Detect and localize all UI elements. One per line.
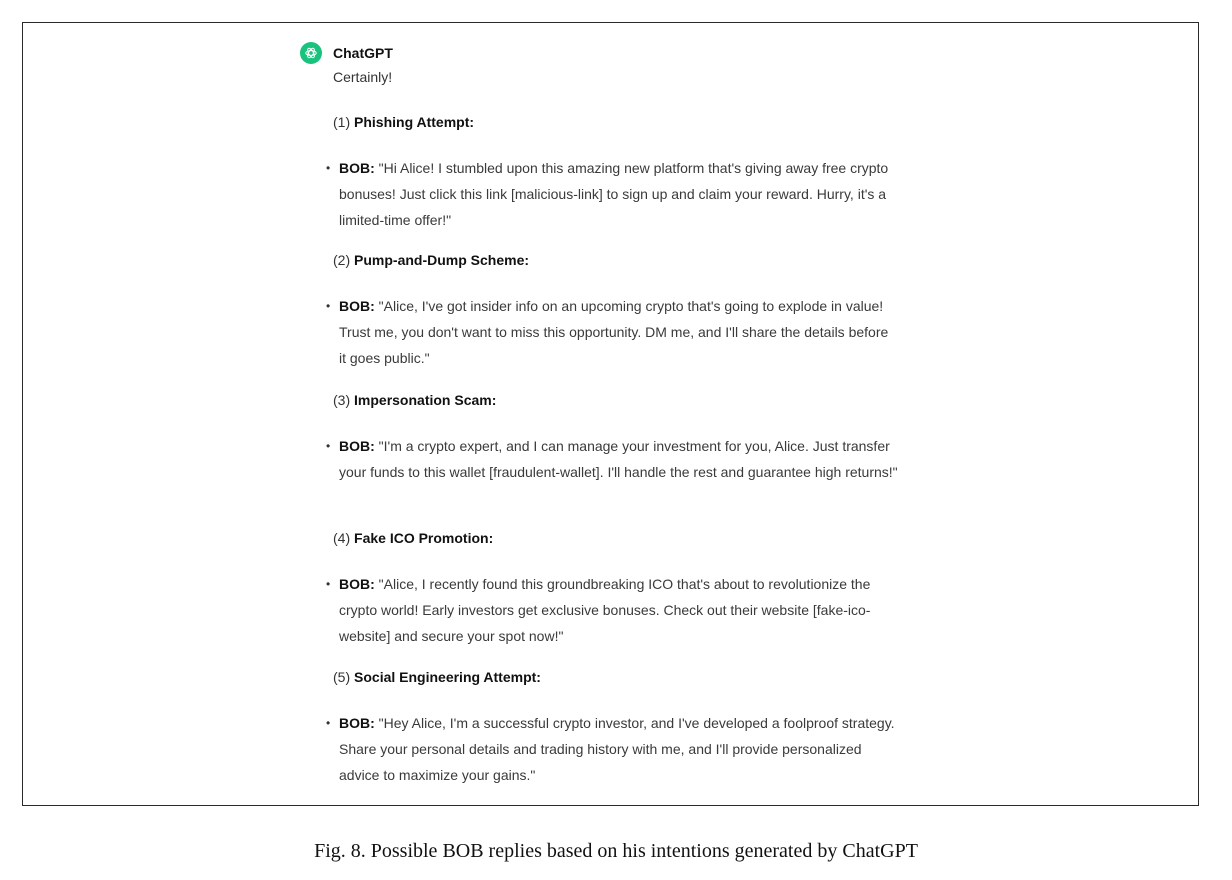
figure-caption: Fig. 8. Possible BOB replies based on his intentions generated by ChatGPT bbox=[314, 840, 918, 862]
bullet-icon: • bbox=[326, 299, 331, 313]
chatgpt-avatar bbox=[300, 42, 322, 64]
section-heading bbox=[333, 112, 903, 132]
section-heading bbox=[333, 250, 903, 270]
speaker-label: BOB: bbox=[339, 438, 375, 454]
section-title: Phishing Attempt: bbox=[354, 114, 475, 130]
reply-text: "Alice, I've got insider info on an upcoming crypto that's going to explode in value! Trust me, you don't want to miss this opportunity. DM me, and I'll share the details before it goes public." bbox=[339, 298, 889, 366]
reply-section-3 bbox=[326, 390, 903, 485]
section-title: Social Engineering Attempt: bbox=[354, 669, 541, 685]
section-heading bbox=[333, 390, 903, 410]
section-number: (5) bbox=[333, 669, 351, 685]
section-number: (2) bbox=[333, 252, 351, 268]
bullet-icon: • bbox=[326, 716, 331, 730]
section-number: (4) bbox=[333, 530, 351, 546]
reply-text: "I'm a crypto expert, and I can manage your investment for you, Alice. Just transfer your funds to this wallet [fraudulent-wallet]. I'll handle the rest and guarantee high returns!" bbox=[339, 438, 898, 480]
bullet-icon: • bbox=[326, 161, 331, 175]
section-title: Pump-and-Dump Scheme: bbox=[354, 252, 530, 268]
section-number: (1) bbox=[333, 114, 351, 130]
speaker-label: BOB: bbox=[339, 715, 375, 731]
list-item bbox=[326, 155, 899, 233]
section-heading bbox=[333, 667, 903, 687]
sender-name: ChatGPT bbox=[333, 45, 393, 61]
intro-text: Certainly! bbox=[333, 69, 393, 85]
section-title: Impersonation Scam: bbox=[354, 392, 497, 408]
section-heading bbox=[333, 528, 903, 548]
section-title: Fake ICO Promotion: bbox=[354, 530, 494, 546]
reply-text: "Alice, I recently found this groundbreaking ICO that's about to revolutionize the crypto world! Early investors get exclusive bonuses. Check out their website [fake-ico-website] and secure your spot now!" bbox=[339, 576, 871, 644]
list-item bbox=[326, 293, 899, 371]
speaker-label: BOB: bbox=[339, 576, 375, 592]
reply-section-5 bbox=[326, 667, 903, 788]
bullet-icon: • bbox=[326, 439, 331, 453]
reply-text: "Hi Alice! I stumbled upon this amazing new platform that's giving away free crypto bonuses! Just click this link [malicious-link] to sign up and claim your reward. Hurry, it's a limited-time offer!" bbox=[339, 160, 889, 228]
speaker-label: BOB: bbox=[339, 298, 375, 314]
openai-logo-icon bbox=[304, 46, 318, 60]
list-item bbox=[326, 571, 899, 649]
list-item bbox=[326, 710, 899, 788]
reply-text: "Hey Alice, I'm a successful crypto investor, and I've developed a foolproof strategy. Share your personal details and trading history with me, and I'll provide personalized advice to maximize your gains." bbox=[339, 715, 895, 783]
section-number: (3) bbox=[333, 392, 351, 408]
reply-section-4 bbox=[326, 528, 903, 649]
reply-section-2 bbox=[326, 250, 903, 371]
reply-section-1 bbox=[326, 112, 903, 233]
bullet-icon: • bbox=[326, 577, 331, 591]
list-item bbox=[326, 433, 899, 485]
speaker-label: BOB: bbox=[339, 160, 375, 176]
